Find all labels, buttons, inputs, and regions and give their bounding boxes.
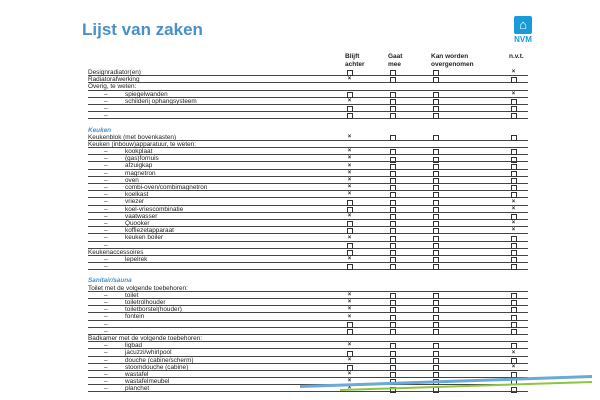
dash-marker: – (104, 205, 108, 213)
list-item (88, 177, 528, 184)
checked-mark[interactable]: × (347, 177, 352, 183)
empty-checkbox[interactable] (511, 264, 517, 270)
list-item (88, 148, 528, 155)
dash-marker: – (104, 169, 108, 177)
section-heading (88, 277, 528, 284)
empty-checkbox[interactable] (511, 113, 517, 119)
checked-mark[interactable]: × (347, 292, 352, 298)
checked-mark[interactable]: × (347, 148, 352, 155)
checked-mark[interactable]: × (347, 385, 352, 392)
row-label: kookplaat (125, 148, 153, 156)
checked-mark[interactable]: × (347, 162, 352, 169)
row-label: fontein (125, 313, 145, 321)
row-label: vriezer (125, 198, 145, 206)
dash-marker: – (104, 378, 108, 386)
dash-marker: – (104, 234, 108, 242)
dash-marker: – (104, 212, 108, 220)
row-spacer (88, 119, 528, 126)
checked-mark[interactable]: × (511, 198, 516, 205)
list-item (88, 112, 528, 119)
list-item (88, 170, 528, 177)
checked-mark[interactable]: × (511, 227, 516, 234)
row-label: koel-vriescombinatie (125, 205, 184, 213)
list-item (88, 98, 528, 105)
checked-mark[interactable]: × (511, 363, 516, 370)
row-underline (88, 118, 528, 119)
list-item (88, 155, 528, 162)
logo-text: NVM (514, 35, 532, 44)
table-row (88, 134, 528, 141)
row-label: Sanitair/sauna (88, 277, 132, 285)
list-item (88, 321, 528, 328)
row-label: combi-oven/combimagnetron (125, 184, 208, 191)
table-row (88, 76, 528, 83)
dash-marker: – (104, 191, 108, 199)
list-item (88, 292, 528, 299)
checked-mark[interactable]: × (347, 313, 352, 320)
row-label: toiletrolhouder (125, 299, 166, 306)
checked-mark[interactable]: × (347, 155, 352, 162)
dash-marker: – (104, 148, 108, 156)
dash-marker: – (104, 299, 108, 306)
page-title: Lijst van zaken (82, 20, 203, 39)
checked-mark[interactable]: × (347, 191, 352, 198)
row-label: keuken boiler (125, 234, 164, 242)
list-item (88, 105, 528, 112)
empty-checkbox[interactable] (390, 113, 396, 119)
row-label: Badkamer met de volgende toebehoren: (88, 334, 203, 342)
checked-mark[interactable]: × (511, 220, 516, 227)
empty-checkbox[interactable] (433, 264, 439, 270)
list-item (88, 357, 528, 364)
house-icon: ⌂ (514, 16, 532, 34)
list-item (88, 328, 528, 335)
row-label: Keukenaccessoires (88, 248, 144, 256)
checked-mark[interactable]: × (347, 133, 352, 140)
list-item (88, 227, 528, 234)
checked-mark[interactable]: × (347, 256, 352, 263)
row-label: spiegelwanden (125, 90, 168, 98)
row-label: schilderij ophangsysteem (125, 97, 197, 105)
column-header-nvt: n.v.t. (509, 53, 524, 60)
row-label: Keuken (88, 126, 112, 134)
list-item (88, 364, 528, 371)
row-spacer (88, 270, 528, 277)
dash-marker: – (104, 97, 108, 105)
dash-marker: – (104, 255, 108, 263)
dash-marker: – (104, 342, 108, 350)
dash-marker: – (104, 198, 108, 206)
row-label: (gas)fornuis (125, 155, 159, 163)
row-label: wastafel (125, 370, 149, 378)
list-item (88, 342, 528, 349)
checked-mark[interactable]: × (511, 205, 516, 212)
dash-marker: – (104, 162, 108, 170)
row-label: Quooker (125, 219, 150, 227)
checked-mark[interactable]: × (347, 212, 352, 219)
row-label: douche (cabine/scherm) (125, 356, 194, 364)
list-item (88, 198, 528, 205)
checked-mark[interactable]: × (347, 306, 352, 313)
row-underline (88, 391, 528, 392)
row-label: stoomdouche (cabine) (125, 363, 189, 371)
list-item (88, 306, 528, 313)
column-header-kan-worden-overgenomen: Kan worden overgenomen (431, 53, 474, 68)
list-item (88, 349, 528, 356)
empty-checkbox[interactable] (347, 264, 353, 270)
row-label: Overig, te weten: (88, 83, 137, 91)
list-item (88, 263, 528, 270)
table-row (88, 249, 528, 256)
nvm-logo (508, 16, 538, 46)
dash-marker: – (104, 363, 108, 371)
checked-mark[interactable]: × (347, 371, 352, 378)
empty-checkbox[interactable] (347, 113, 353, 119)
row-label: ligbad (125, 342, 143, 350)
checked-mark[interactable]: × (347, 299, 352, 306)
row-label: Toilet met de volgende toebehoren: (88, 284, 188, 292)
column-header-blijft-achter: Blijft achter (345, 53, 365, 68)
dash-marker: – (104, 349, 108, 357)
dash-marker: – (104, 320, 108, 328)
row-label: lepelrek (125, 255, 148, 263)
list-item (88, 256, 528, 263)
table-row (88, 69, 528, 76)
checked-mark[interactable]: × (511, 349, 516, 356)
list-item (88, 299, 528, 306)
checked-mark[interactable]: × (347, 378, 352, 385)
list-item (88, 184, 528, 191)
row-label: vaatwasser (125, 212, 158, 220)
column-header-gaat-mee: Gaat mee (388, 53, 403, 68)
empty-checkbox[interactable] (390, 264, 396, 270)
dash-marker: – (104, 227, 108, 235)
row-label: wastafelmeubel (125, 378, 170, 386)
row-label: jacuzzi/whirlpool (125, 349, 172, 357)
checked-mark[interactable]: × (347, 184, 352, 191)
row-label: koelkast (125, 191, 149, 199)
list-item (88, 213, 528, 220)
checked-mark[interactable]: × (347, 342, 352, 349)
row-label: planchet (125, 385, 150, 393)
checked-mark[interactable]: × (511, 90, 516, 97)
list-item (88, 191, 528, 198)
dash-marker: – (104, 219, 108, 227)
list-item (88, 162, 528, 169)
dash-marker: – (104, 306, 108, 314)
row-underline (88, 269, 528, 270)
section-heading (88, 127, 528, 134)
list-item (88, 91, 528, 98)
empty-checkbox[interactable] (433, 113, 439, 119)
checked-mark[interactable]: × (347, 234, 352, 241)
dash-marker: – (104, 90, 108, 98)
checklist-table (88, 69, 528, 392)
dash-marker: – (104, 184, 108, 191)
checked-mark[interactable]: × (347, 97, 352, 104)
list-item (88, 313, 528, 320)
checked-mark[interactable]: × (511, 69, 516, 76)
row-label: toilet (125, 291, 139, 299)
list-item (88, 206, 528, 213)
row-label: toiletborstel(houder) (125, 306, 182, 314)
dash-marker: – (104, 263, 108, 271)
dash-marker: – (104, 176, 108, 184)
row-label: koffiezetapparaat (125, 227, 174, 235)
row-label: Keukenblok (met bovenkasten) (88, 133, 177, 141)
table-row (88, 141, 528, 148)
dash-marker: – (104, 313, 108, 321)
dash-marker: – (104, 356, 108, 364)
row-label: Keuken (inbouw)apparatuur, te weten: (88, 140, 197, 148)
row-label: Designradiator(en) (88, 69, 141, 76)
table-row (88, 285, 528, 292)
list-item (88, 234, 528, 241)
row-label: oven (125, 176, 139, 184)
row-label: magnetron (125, 169, 156, 177)
row-label: afzuigkap (125, 162, 153, 170)
footer-accent (300, 375, 592, 391)
dash-marker: – (104, 104, 108, 112)
checked-mark[interactable]: × (347, 356, 352, 363)
dash-marker: – (104, 385, 108, 393)
dash-marker: – (104, 370, 108, 378)
table-row (88, 83, 528, 90)
list-item (88, 220, 528, 227)
dash-marker: – (104, 155, 108, 163)
dash-marker: – (104, 327, 108, 335)
dash-marker: – (104, 291, 108, 299)
table-row (88, 335, 528, 342)
list-item (88, 242, 528, 249)
checked-mark[interactable]: × (347, 76, 352, 83)
row-label: Radiatorafwerking (88, 76, 140, 84)
dash-marker: – (104, 241, 108, 249)
checked-mark[interactable]: × (347, 169, 352, 176)
dash-marker: – (104, 112, 108, 120)
